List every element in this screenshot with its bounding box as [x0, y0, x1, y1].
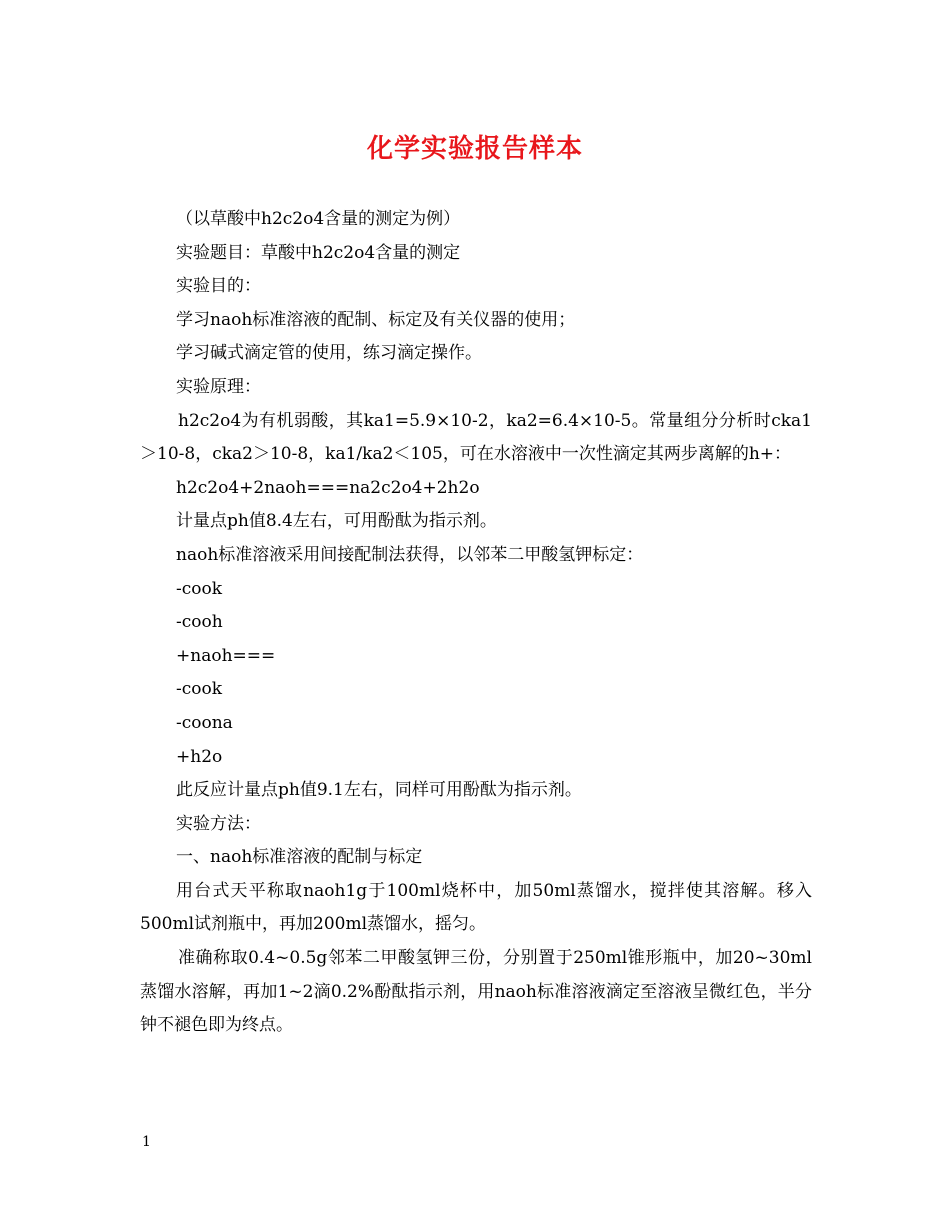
text-line: 计量点ph值8.4左右，可用酚酞为指示剂。 [176, 511, 497, 532]
text-line: 实验原理： [176, 376, 261, 397]
text-line: -cooh [176, 612, 223, 633]
document-title: 化学实验报告样本 [366, 134, 583, 164]
text-line: h2c2o4+2naoh===na2c2o4+2h2o [176, 477, 480, 498]
text-line: （以草酸中h2c2o4含量的测定为例） [176, 209, 461, 229]
text-line: -cook [176, 578, 223, 599]
text-line: 实验题目：草酸中h2c2o4含量的测定 [176, 242, 461, 263]
text-line: +h2o [176, 746, 223, 767]
text-line: +naoh=== [176, 645, 276, 666]
text-line: naoh标准溶液采用间接配制法获得，以邻苯二甲酸氢钾标定： [176, 544, 644, 565]
text-line: 一、naoh标准溶液的配制与标定 [176, 847, 423, 868]
text-line: 实验方法： [176, 813, 261, 834]
document-body [140, 203, 812, 1043]
paragraph: 用台式天平称取naoh1g于100ml烧杯中，加50ml蒸馏水，搅拌使其溶解。移入500ml试剂瓶中，再加200ml蒸馏水，摇匀。 [140, 880, 812, 935]
paragraph: 准确称取0.4~0.5g邻苯二甲酸氢钾三份，分别置于250ml锥形瓶中，加20~30ml蒸馏水溶解，再加1~2滴0.2%酚酞指示剂，用naoh标准溶液滴定至溶液呈微红色，半分钟不褪色即为终点。 [140, 948, 812, 1036]
text-line: 学习naoh标准溶液的配制、标定及有关仪器的使用； [176, 309, 576, 330]
page-number: 1 [142, 1134, 151, 1150]
text-line: -cook [176, 679, 223, 700]
paragraph: h2c2o4为有机弱酸，其ka1=5.9×10-2，ka2=6.4×10-5。常量组分分析时cka1＞10-8，cka2＞10-8，ka1/ka2＜105，可在水溶液中一次性滴定其两步离解的h+： [140, 410, 812, 465]
text-line: 此反应计量点ph值9.1左右，同样可用酚酞为指示剂。 [176, 780, 582, 801]
text-line: -coona [176, 712, 233, 733]
text-line: 学习碱式滴定管的使用，练习滴定操作。 [176, 343, 482, 364]
text-line: 实验目的： [176, 276, 261, 297]
